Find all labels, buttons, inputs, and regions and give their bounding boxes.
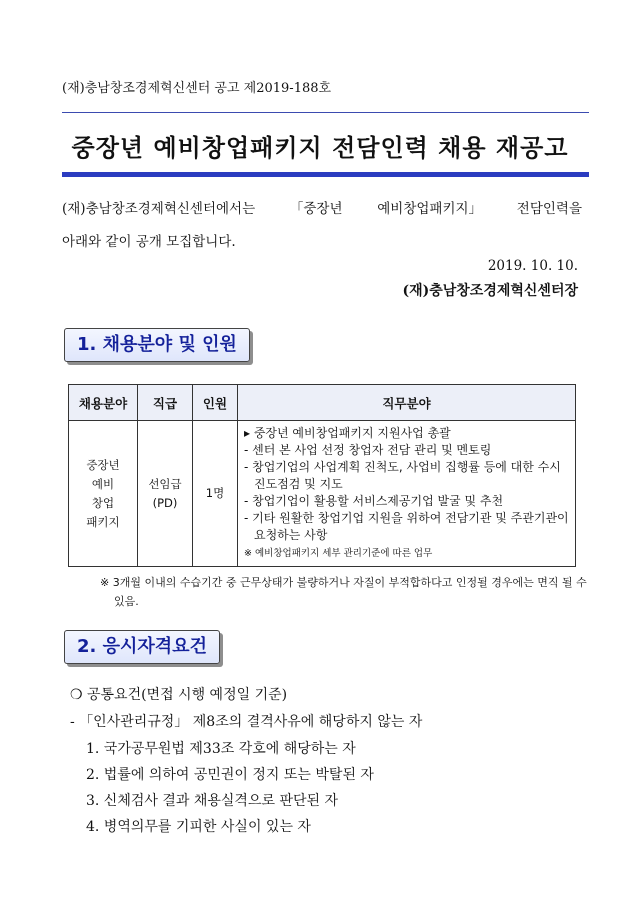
intro-word: 「중장년 (289, 201, 343, 217)
header-duties: 직무분야 (238, 385, 576, 421)
header-field: 채용분야 (69, 385, 138, 421)
table-header-row (69, 385, 576, 421)
rank-line: 선임급 (148, 476, 182, 491)
probation-footnote: ※ 3개월 이내의 수습기간 중 근무상태가 불량하거나 자질이 부적합하다고 인정될 경우에는 면직 될 수 있음. (100, 576, 587, 608)
intro-word: 전담인력을 (516, 201, 582, 217)
recruitment-table (68, 384, 576, 567)
field-line: 예비 (91, 476, 115, 491)
requirement-item: 1. 국가공무원법 제33조 각호에 해당하는 자 (86, 741, 356, 757)
duty-note: ※ 예비창업패키지 세부 관리기준에 따른 업무 (244, 548, 433, 559)
table-row (69, 421, 576, 567)
field-line: 창업 (91, 495, 115, 510)
notice-number: (재)충남창조경제혁신센터 공고 제2019-188호 (62, 81, 332, 96)
cell-count: 1명 (193, 421, 238, 567)
intro-word: 예비창업패키지」 (377, 201, 483, 217)
requirement-item: 2. 법률에 의하여 공민권이 정지 또는 박탈된 자 (86, 767, 374, 783)
requirement-item: 3. 신체검사 결과 채용실격으로 판단된 자 (86, 793, 338, 809)
cell-field (69, 421, 138, 567)
organization-signature: (재)충남창조경제혁신센터장 (402, 283, 578, 299)
duty-item: - 창업기업이 활용할 서비스제공기업 발굴 및 추천 (244, 494, 504, 508)
notice-date: 2019. 10. 10. (487, 258, 578, 274)
title-underline (62, 172, 589, 177)
field-line: 중장년 (86, 457, 120, 472)
cell-rank (138, 421, 193, 567)
cell-duties (238, 421, 576, 567)
intro-line-2: 아래와 같이 공개 모집합니다. (62, 234, 236, 250)
page-title: 중장년 예비창업패키지 전담인력 채용 재공고 (71, 134, 569, 162)
requirement-rule: - 「인사관리규정」 제8조의 결격사유에 해당하지 않는 자 (70, 714, 423, 730)
section-heading-qualifications: 2. 응시자격요건 (64, 630, 220, 664)
intro-word: (재)충남창조경제혁신센터에서는 (62, 201, 256, 217)
common-requirements-header: ❍ 공통요건(면접 시행 예정일 기준) (70, 687, 288, 703)
requirement-item: 4. 병역의무를 기피한 사실이 있는 자 (86, 819, 311, 835)
field-line: 패키지 (86, 514, 120, 529)
duty-item: - 기타 원활한 창업기업 지원을 위하여 전담기관 및 주관기관이 요청하는 사항 (244, 511, 569, 542)
section-heading-recruitment: 1. 채용분야 및 인원 (64, 328, 250, 362)
header-count: 인원 (193, 385, 238, 421)
duty-item: - 센터 본 사업 선정 창업자 전담 관리 및 멘토링 (244, 443, 492, 457)
header-rank: 직급 (138, 385, 193, 421)
duty-item: ▸ 중장년 예비창업패키지 지원사업 총괄 (244, 426, 451, 440)
divider-line (62, 112, 589, 113)
intro-paragraph (62, 193, 582, 259)
duty-item: - 창업기업의 사업계획 진척도, 사업비 집행률 등에 대한 수시 진도점검 및 지도 (244, 460, 561, 491)
rank-line: (PD) (152, 495, 178, 510)
